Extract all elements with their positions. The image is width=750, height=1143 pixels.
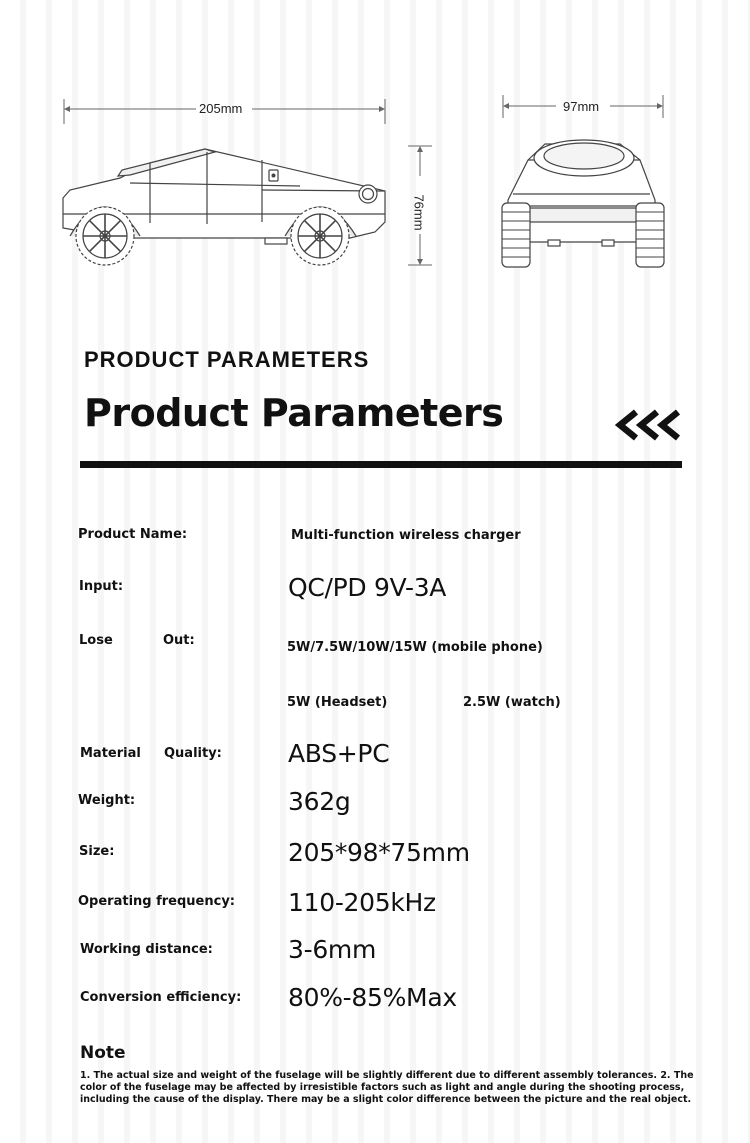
size-value: 205*98*75mm	[288, 838, 470, 867]
length-label: 205mm	[199, 101, 243, 116]
frequency-value: 110-205kHz	[288, 888, 436, 917]
output-headset-value: 5W (Headset)	[287, 695, 388, 710]
front-left-tire	[502, 203, 530, 267]
size-label: Size:	[79, 844, 115, 859]
product-name-label: Product Name:	[78, 527, 188, 542]
note-text: 1. The actual size and weight of the fuselage will be slightly different due to different assembly tolerances. 2. The color of the fuselage may be affected by irresistible factors such as light and angle during the shooting process, including the cause of the display. There may be a slight color difference between the picture and the real object.	[80, 1070, 694, 1105]
rear-wheel	[76, 207, 134, 265]
input-label: Input:	[79, 579, 124, 594]
input-value: QC/PD 9V-3A	[288, 573, 447, 602]
output-label-lose: Lose	[79, 633, 113, 648]
output-phone-value: 5W/7.5W/10W/15W (mobile phone)	[287, 640, 543, 655]
distance-value: 3-6mm	[288, 935, 377, 964]
distance-label: Working distance:	[80, 942, 213, 957]
note-heading: Note	[80, 1043, 126, 1063]
quality-label: Quality:	[164, 746, 222, 761]
chevrons-left-icon	[612, 408, 684, 442]
weight-value: 362g	[288, 787, 351, 816]
efficiency-label: Conversion efficiency:	[80, 990, 242, 1005]
page-title: Product Parameters	[84, 391, 504, 435]
heading-divider	[80, 461, 682, 468]
efficiency-value: 80%-85%Max	[288, 983, 457, 1012]
weight-label: Weight:	[78, 793, 136, 808]
front-wheel	[291, 207, 349, 265]
height-label: 76mm	[411, 194, 427, 231]
output-label-out: Out:	[163, 633, 195, 648]
output-watch-value: 2.5W (watch)	[463, 695, 561, 710]
width-label: 97mm	[563, 99, 600, 114]
front-right-tire	[636, 203, 664, 267]
material-label: Material	[80, 746, 141, 761]
material-value: ABS+PC	[288, 739, 390, 768]
section-kicker: PRODUCT PARAMETERS	[84, 347, 370, 372]
product-drawings	[0, 0, 750, 300]
product-name-value: Multi-function wireless charger	[291, 528, 521, 543]
frequency-label: Operating frequency:	[78, 894, 236, 909]
